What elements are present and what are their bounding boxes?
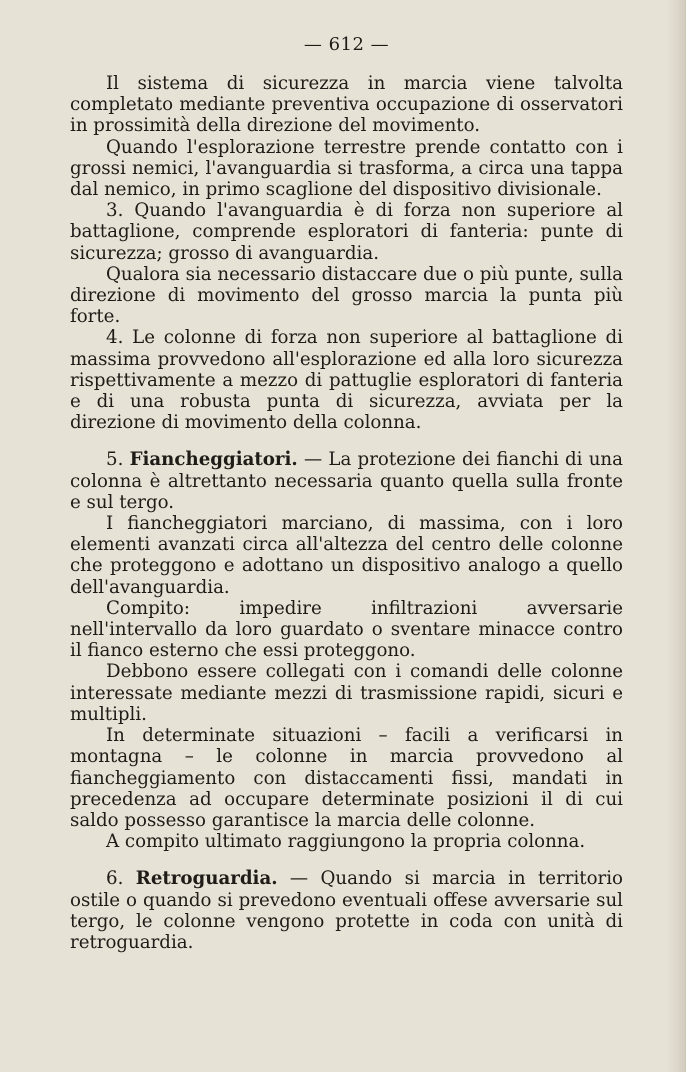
paragraph-text: Le colonne di forza non superiore al battaglione di massima provvedono all'esplorazione ed alla loro sicurezza rispettivamente a mezzo di pattuglie esploratori di fanteria e di una robusta punta di sicurezza, avviata per la direzione di movimento della colonna. [70, 327, 623, 434]
paragraph-12 [70, 868, 623, 953]
paragraph-text: I fiancheggiatori marciano, di massima, con i loro elementi avanzati circa all'altezza del centro delle colonne che proteggono e adottano un dispositivo analogo a quello dell'avanguardia. [70, 513, 623, 598]
paragraph-number: 6. [106, 868, 136, 890]
paragraph-text: — Quando si marcia in territorio ostile o quando si prevedono eventuali offese avversarie sul tergo, le colonne vengono protette in coda con unità di retroguardia. [70, 868, 623, 953]
paragraph-5 [70, 327, 623, 433]
paragraph-3 [70, 200, 623, 264]
paragraph-number: 5. [106, 449, 130, 471]
paragraph-text: — La protezione dei fianchi di una colonna è altrettanto necessaria quanto quella sulla fronte e sul tergo. [70, 449, 623, 513]
paragraph-text: Qualora sia necessario distaccare due o più punte, sulla direzione di movimento del grosso marcia la punta più forte. [70, 263, 623, 328]
paragraph-1 [70, 73, 623, 137]
paragraph-text: Compito: impedire infiltrazioni avversarie nell'intervallo da loro guardato o sventare minacce contro il fianco esterno che essi proteggono. [70, 597, 623, 662]
section-title-fiancheggiatori: Fiancheggiatori. [129, 449, 298, 471]
paragraph-text: Quando l'esplorazione terrestre prende contatto con i grossi nemici, l'avanguardia si trasforma, a circa una tappa dal nemico, in primo scaglione del dispositivo divisionale. [70, 136, 623, 201]
paragraph-text: In determinate situazioni – facili a verificarsi in montagna – le colonne in marcia provvedono al fiancheggiamento con distaccamenti fissi, mandati in precedenza ad occupare determinate posizioni il di cui saldo possesso garantisce la marcia delle colonne. [70, 725, 623, 831]
paragraph-8 [70, 598, 623, 662]
paragraph-4 [70, 264, 623, 328]
paragraph-11 [70, 831, 623, 852]
paragraph-text: Il sistema di sicurezza in marcia viene talvolta completato mediante preventiva occupazione di osservatori in prossimità della direzione del movimento. [70, 73, 623, 137]
page-number: — 612 — [303, 34, 390, 55]
paragraph-7 [70, 513, 623, 598]
paragraph-text: Debbono essere collegati con i comandi delle colonne interessate mediante mezzi di trasmissione rapidi, sicuri e multipli. [70, 661, 623, 725]
paragraph-text: A compito ultimato raggiungono la propria colonna. [106, 831, 586, 853]
paragraph-number: 4. [106, 327, 133, 349]
paragraph-2 [70, 137, 623, 201]
section-title-retroguardia: Retroguardia. [135, 868, 278, 890]
paragraph-10 [70, 725, 623, 831]
paragraph-9 [70, 661, 623, 725]
paragraph-text: Quando l'avanguardia è di forza non superiore al battaglione, comprende esploratori di fanteria: punte di sicurezza; grosso di avanguardia. [70, 200, 623, 264]
paragraph-number: 3. [106, 200, 135, 222]
paragraph-6 [70, 449, 623, 513]
